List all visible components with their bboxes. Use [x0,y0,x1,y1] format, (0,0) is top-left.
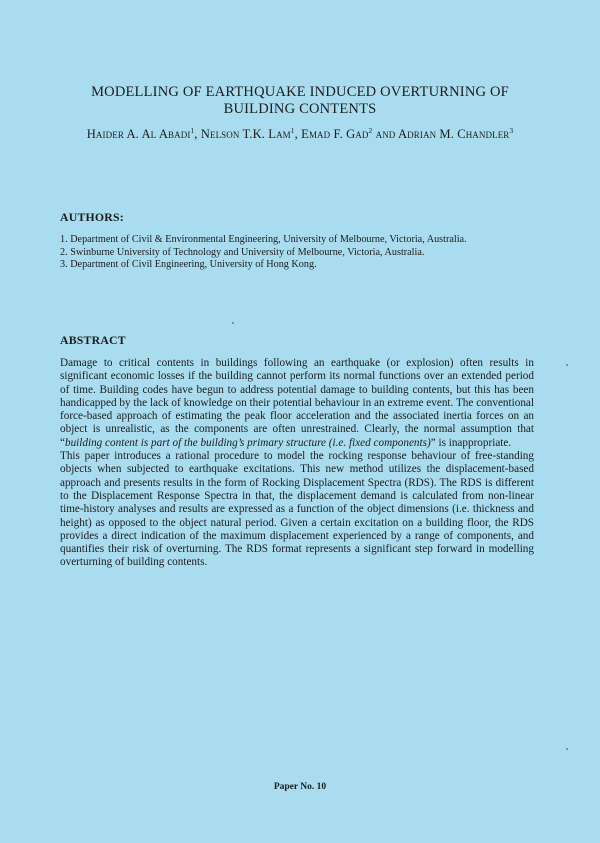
author-name: Adrian M. Chandler [397,127,510,141]
abstract-body [60,357,534,570]
author-separator: , [294,127,302,141]
scan-speck [232,322,234,324]
author-name: Emad F. Gad [301,127,369,141]
abstract-paragraph-1 [60,357,534,450]
affiliation-list [60,234,510,272]
affiliation-item: 1. Department of Civil & Environmental Engineering, University of Melbourne, Victoria, Australia. [60,234,467,245]
abstract-heading: ABSTRACT [60,333,126,347]
author-affiliation-mark: 2 [368,126,373,135]
author-name: Haider A. Al Abadi [86,127,191,141]
abstract-text: Damage to critical contents in buildings following an earthquake (or explosion) often results in significant economic losses if the building cannot perform its normal functions over an extended period of time. Building codes have begun to address potential damage to building contents, but this has been handicapped by the lack of knowledge on their potential behaviour in an extreme event. The conventional force-based approach of estimating the peak floor acceleration and the associated inertia forces on an object is unrealistic, as the components are often unrestrained. Clearly, the normal assumption that “ [60,357,534,449]
affiliation-item: 3. Department of Civil Engineering, University of Hong Kong. [60,259,317,271]
scan-speck [566,364,568,366]
paper-title [60,84,540,118]
author-separator: , [194,127,201,141]
abstract-text-end: ” is inappropriate. [430,436,512,449]
author-separator: and [372,127,398,141]
affiliation-item: 2. Swinburne University of Technology and University of Melbourne, Victoria, Australia. [60,246,425,258]
title-line-2: BUILDING CONTENTS [223,101,377,117]
authors-heading: AUTHORS: [60,210,124,224]
abstract-paragraph-2: This paper introduces a rational procedure to model the rocking response behaviour of free-standing objects when subjected to earthquake excitations. This new method utilizes the displacement-based approach and presents results in the form of Rocking Displacement Spectra (RDS). The RDS is different to the Displacement Response Spectra in that, the displacement demand is calculated from non-linear time-history analyses and results are expressed as a function of the object dimensions (i.e. thickness and height) as opposed to the object natural period. Given a certain excitation on a building floor, the RDS provides a direct indication of the maximum displacement experienced by a range of components, and quantifies their risk of overturning. The RDS format represents a significant step forward in modelling overturning of building contents. [60,450,534,569]
author-name: Nelson T.K. Lam [200,127,291,141]
author-affiliation-mark: 1 [290,126,295,135]
title-line-1: MODELLING OF EARTHQUAKE INDUCED OVERTURNING OF [91,84,509,100]
author-affiliation-mark: 3 [509,126,514,135]
author-list [30,126,570,142]
author-affiliation-mark: 1 [190,126,195,135]
paper-number: Paper No. 10 [273,782,327,792]
scan-speck [566,748,568,750]
abstract-quote: building content is part of the building’s primary structure (i.e. fixed components) [64,436,431,449]
